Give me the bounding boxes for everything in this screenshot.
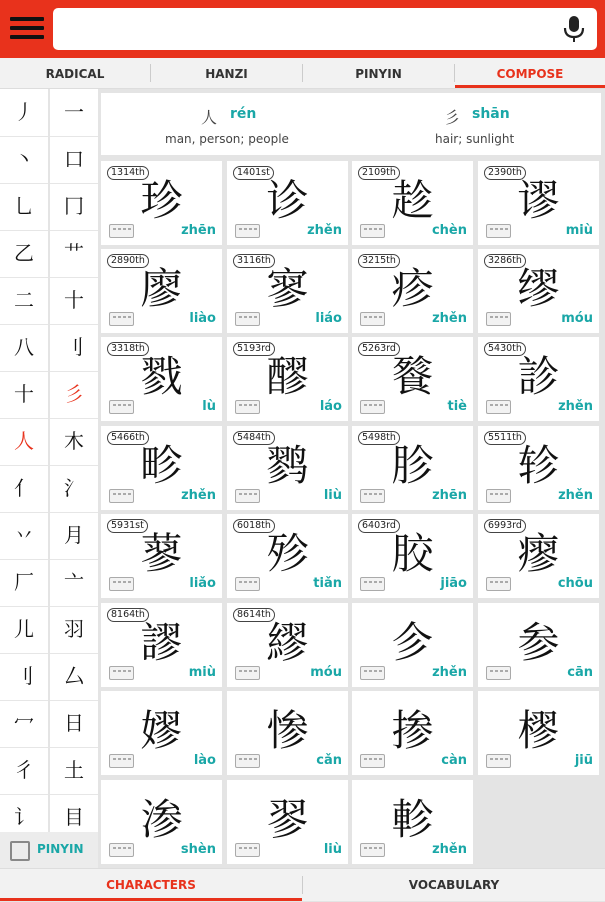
- character-glyph: 蓼: [140, 529, 183, 578]
- character-pinyin: móu: [310, 665, 342, 680]
- pinyin-toggle[interactable]: [0, 832, 98, 868]
- character-pinyin: zhēn: [181, 223, 216, 238]
- character-card[interactable]: [227, 161, 348, 245]
- radical-item[interactable]: 目: [50, 794, 98, 842]
- search-mode-tabs: [0, 58, 605, 89]
- frequency-rank-badge: 1401st: [233, 166, 274, 180]
- character-pinyin: zhěn: [181, 488, 216, 503]
- character-card[interactable]: [101, 337, 222, 421]
- radical-item[interactable]: 土: [50, 747, 98, 795]
- character-glyph: 繆: [266, 618, 309, 667]
- character-card[interactable]: [101, 691, 222, 775]
- keyboard-icon[interactable]: [109, 400, 134, 414]
- frequency-rank-badge: 5498th: [358, 431, 400, 445]
- character-card[interactable]: [352, 603, 473, 687]
- character-glyph: 餮: [391, 352, 434, 401]
- character-card[interactable]: [227, 780, 348, 864]
- character-glyph: 掺: [391, 706, 434, 755]
- pinyin-checkbox[interactable]: [10, 841, 30, 861]
- character-glyph: 渗: [140, 795, 183, 844]
- character-card[interactable]: [101, 514, 222, 598]
- radical-item[interactable]: 丿: [0, 89, 48, 137]
- frequency-rank-badge: 2390th: [484, 166, 526, 180]
- frequency-rank-badge: 6993rd: [484, 519, 526, 533]
- character-card[interactable]: [352, 161, 473, 245]
- character-card[interactable]: [478, 161, 599, 245]
- frequency-rank-badge: 1314th: [107, 166, 149, 180]
- keyboard-icon[interactable]: [235, 489, 260, 503]
- radical-item[interactable]: 乚: [0, 183, 48, 231]
- keyboard-icon[interactable]: [109, 666, 134, 680]
- radical-item[interactable]: 乙: [0, 230, 48, 278]
- character-card[interactable]: [227, 337, 348, 421]
- frequency-rank-badge: 8614th: [233, 608, 275, 622]
- character-pinyin: cān: [567, 665, 593, 680]
- character-card[interactable]: [227, 603, 348, 687]
- character-card[interactable]: [352, 249, 473, 333]
- radical-column-right[interactable]: [50, 89, 98, 832]
- character-card[interactable]: [227, 514, 348, 598]
- keyboard-icon[interactable]: [360, 224, 385, 238]
- keyboard-icon[interactable]: [235, 224, 260, 238]
- keyboard-icon[interactable]: [486, 312, 511, 326]
- character-glyph: 嫪: [140, 706, 183, 755]
- character-card[interactable]: [227, 249, 348, 333]
- character-pinyin: zhěn: [432, 842, 467, 857]
- character-glyph: 軫: [391, 795, 434, 844]
- selected-radical-2-meaning: hair; sunlight: [435, 132, 515, 146]
- keyboard-icon[interactable]: [109, 843, 134, 857]
- character-glyph: 珍: [140, 176, 183, 225]
- character-glyph: 缪: [517, 264, 560, 313]
- keyboard-icon[interactable]: [360, 666, 385, 680]
- keyboard-icon[interactable]: [109, 224, 134, 238]
- character-card[interactable]: [352, 514, 473, 598]
- character-glyph: 惨: [266, 706, 309, 755]
- character-glyph: 畛: [140, 441, 183, 490]
- frequency-rank-badge: 8164th: [107, 608, 149, 622]
- radical-item[interactable]: 厶: [50, 653, 98, 701]
- character-card[interactable]: [227, 426, 348, 510]
- character-glyph: 胶: [391, 529, 434, 578]
- keyboard-icon[interactable]: [235, 754, 260, 768]
- radical-item[interactable]: 氵: [50, 465, 98, 513]
- radical-item[interactable]: 月: [50, 512, 98, 560]
- character-card[interactable]: [101, 780, 222, 864]
- selected-radical-2-char: 彡: [444, 108, 461, 127]
- keyboard-icon[interactable]: [486, 666, 511, 680]
- frequency-rank-badge: 3116th: [233, 254, 275, 268]
- character-glyph: 翏: [266, 795, 309, 844]
- character-pinyin: zhěn: [558, 399, 593, 414]
- character-glyph: 疹: [391, 264, 434, 313]
- compose-selection-header: [101, 93, 601, 155]
- character-pinyin: tiǎn: [313, 576, 342, 591]
- character-card[interactable]: [478, 514, 599, 598]
- keyboard-icon[interactable]: [360, 312, 385, 326]
- character-card[interactable]: [352, 780, 473, 864]
- character-glyph: 轸: [517, 441, 560, 490]
- character-glyph: 醪: [266, 352, 309, 401]
- character-pinyin: càn: [441, 753, 467, 768]
- character-pinyin: miù: [188, 665, 216, 680]
- radical-item[interactable]: 厂: [0, 559, 48, 607]
- character-glyph: 謬: [140, 618, 183, 667]
- keyboard-icon[interactable]: [109, 577, 134, 591]
- character-pinyin: chōu: [557, 576, 593, 591]
- keyboard-icon[interactable]: [109, 312, 134, 326]
- tab-vocabulary[interactable]: VOCABULARY: [408, 878, 500, 892]
- character-card[interactable]: [352, 337, 473, 421]
- radical-item[interactable]: 羽: [50, 606, 98, 654]
- radical-item[interactable]: 亻: [0, 465, 48, 513]
- character-pinyin: miù: [565, 223, 593, 238]
- character-pinyin: zhěn: [432, 311, 467, 326]
- character-pinyin: zhěn: [307, 223, 342, 238]
- tab-radical[interactable]: RADICAL: [45, 67, 105, 81]
- radical-item[interactable]: 日: [50, 700, 98, 748]
- frequency-rank-badge: 5484th: [233, 431, 275, 445]
- microphone-icon[interactable]: [559, 13, 589, 45]
- character-card[interactable]: [478, 691, 599, 775]
- character-glyph: 樛: [517, 706, 560, 755]
- keyboard-icon[interactable]: [486, 754, 511, 768]
- character-pinyin: lù: [202, 399, 216, 414]
- radical-item[interactable]: 口: [50, 136, 98, 184]
- tab-characters[interactable]: CHARACTERS: [0, 869, 302, 901]
- keyboard-icon[interactable]: [235, 843, 260, 857]
- frequency-rank-badge: 2109th: [358, 166, 400, 180]
- frequency-rank-badge: 3286th: [484, 254, 526, 268]
- frequency-rank-badge: 5931st: [107, 519, 148, 533]
- character-card[interactable]: [352, 426, 473, 510]
- frequency-rank-badge: 5193rd: [233, 342, 275, 356]
- frequency-rank-badge: 6018th: [233, 519, 275, 533]
- character-pinyin: liǎo: [189, 576, 216, 591]
- keyboard-icon[interactable]: [360, 489, 385, 503]
- radical-item[interactable]: 木: [50, 418, 98, 466]
- character-card[interactable]: [478, 603, 599, 687]
- keyboard-icon[interactable]: [360, 754, 385, 768]
- frequency-rank-badge: 3318th: [107, 342, 149, 356]
- character-pinyin: liù: [323, 488, 342, 503]
- tab-pinyin[interactable]: PINYIN: [355, 67, 402, 81]
- character-pinyin: jiāo: [440, 576, 467, 591]
- character-glyph: 戮: [140, 352, 183, 401]
- keyboard-icon[interactable]: [486, 489, 511, 503]
- radical-item[interactable]: 十: [50, 277, 98, 325]
- radical-item[interactable]: 讠: [0, 794, 48, 842]
- frequency-rank-badge: 6403rd: [358, 519, 400, 533]
- character-glyph: 趁: [391, 176, 434, 225]
- keyboard-icon[interactable]: [235, 312, 260, 326]
- character-card[interactable]: [478, 337, 599, 421]
- character-pinyin: zhēn: [432, 488, 467, 503]
- character-glyph: 瘳: [517, 529, 560, 578]
- character-card[interactable]: [101, 249, 222, 333]
- radical-item[interactable]: 刂: [50, 324, 98, 372]
- radical-item[interactable]: 八: [0, 324, 48, 372]
- character-pinyin: liào: [189, 311, 216, 326]
- character-pinyin: chèn: [431, 223, 467, 238]
- pinyin-toggle-label: PINYIN: [37, 842, 84, 856]
- character-glyph: 胗: [391, 441, 434, 490]
- keyboard-icon[interactable]: [360, 577, 385, 591]
- menu-icon[interactable]: [8, 12, 46, 44]
- radical-item[interactable]: 冂: [50, 183, 98, 231]
- frequency-rank-badge: 5466th: [107, 431, 149, 445]
- character-glyph: 殄: [266, 529, 309, 578]
- character-glyph: 谬: [517, 176, 560, 225]
- character-glyph: 寥: [266, 264, 309, 313]
- radical-item[interactable]: 丶: [0, 136, 48, 184]
- keyboard-icon[interactable]: [486, 224, 511, 238]
- frequency-rank-badge: 5511th: [484, 431, 526, 445]
- character-glyph: 診: [517, 352, 560, 401]
- radical-item[interactable]: 刂: [0, 653, 48, 701]
- radical-item[interactable]: 儿: [0, 606, 48, 654]
- character-glyph: 㐱: [391, 618, 434, 667]
- character-pinyin: liáo: [315, 311, 342, 326]
- radical-item[interactable]: 二: [0, 277, 48, 325]
- radical-item[interactable]: 人: [0, 418, 48, 466]
- tab-hanzi[interactable]: HANZI: [205, 67, 248, 81]
- character-pinyin: cǎn: [316, 753, 342, 768]
- frequency-rank-badge: 2890th: [107, 254, 149, 268]
- character-pinyin: tiè: [447, 399, 467, 414]
- character-card[interactable]: [352, 691, 473, 775]
- radical-item[interactable]: 丷: [0, 512, 48, 560]
- character-glyph: 诊: [266, 176, 309, 225]
- character-pinyin: láo: [319, 399, 342, 414]
- tab-compose[interactable]: COMPOSE: [455, 58, 605, 88]
- character-card[interactable]: [478, 426, 599, 510]
- keyboard-icon[interactable]: [109, 754, 134, 768]
- bottom-tabs: [0, 868, 605, 901]
- character-glyph: 廖: [140, 264, 183, 313]
- search-input[interactable]: [53, 8, 597, 50]
- keyboard-icon[interactable]: [235, 400, 260, 414]
- radical-item[interactable]: 彡: [50, 371, 98, 419]
- character-card[interactable]: [101, 426, 222, 510]
- frequency-rank-badge: 5263rd: [358, 342, 400, 356]
- character-pinyin: lào: [193, 753, 216, 768]
- character-card[interactable]: [101, 161, 222, 245]
- frequency-rank-badge: 3215th: [358, 254, 400, 268]
- selected-radical-2-pinyin: shān: [472, 106, 510, 122]
- character-pinyin: shèn: [180, 842, 216, 857]
- character-pinyin: zhěn: [432, 665, 467, 680]
- selected-radical-1-char: 人: [201, 108, 218, 127]
- character-card[interactable]: [101, 603, 222, 687]
- keyboard-icon[interactable]: [360, 400, 385, 414]
- character-pinyin: zhěn: [558, 488, 593, 503]
- radical-item[interactable]: 一: [50, 89, 98, 137]
- selected-radical-1-meaning: man, person; people: [165, 132, 289, 146]
- frequency-rank-badge: 5430th: [484, 342, 526, 356]
- radical-column-left[interactable]: [0, 89, 48, 832]
- keyboard-icon[interactable]: [486, 577, 511, 591]
- character-glyph: 鹨: [266, 441, 309, 490]
- character-card[interactable]: [478, 249, 599, 333]
- keyboard-icon[interactable]: [486, 400, 511, 414]
- keyboard-icon[interactable]: [235, 666, 260, 680]
- radical-item[interactable]: 彳: [0, 747, 48, 795]
- character-pinyin: jiū: [574, 753, 593, 768]
- radical-item[interactable]: 艹: [50, 230, 98, 278]
- character-card[interactable]: [227, 691, 348, 775]
- keyboard-icon[interactable]: [360, 843, 385, 857]
- character-pinyin: liù: [323, 842, 342, 857]
- top-app-bar: [0, 0, 605, 58]
- keyboard-icon[interactable]: [109, 489, 134, 503]
- radical-item[interactable]: 亠: [50, 559, 98, 607]
- keyboard-icon[interactable]: [235, 577, 260, 591]
- character-glyph: 参: [517, 618, 560, 667]
- radical-item[interactable]: 冖: [0, 700, 48, 748]
- character-pinyin: móu: [561, 311, 593, 326]
- selected-radical-1-pinyin: rén: [230, 106, 257, 122]
- radical-item[interactable]: 十: [0, 371, 48, 419]
